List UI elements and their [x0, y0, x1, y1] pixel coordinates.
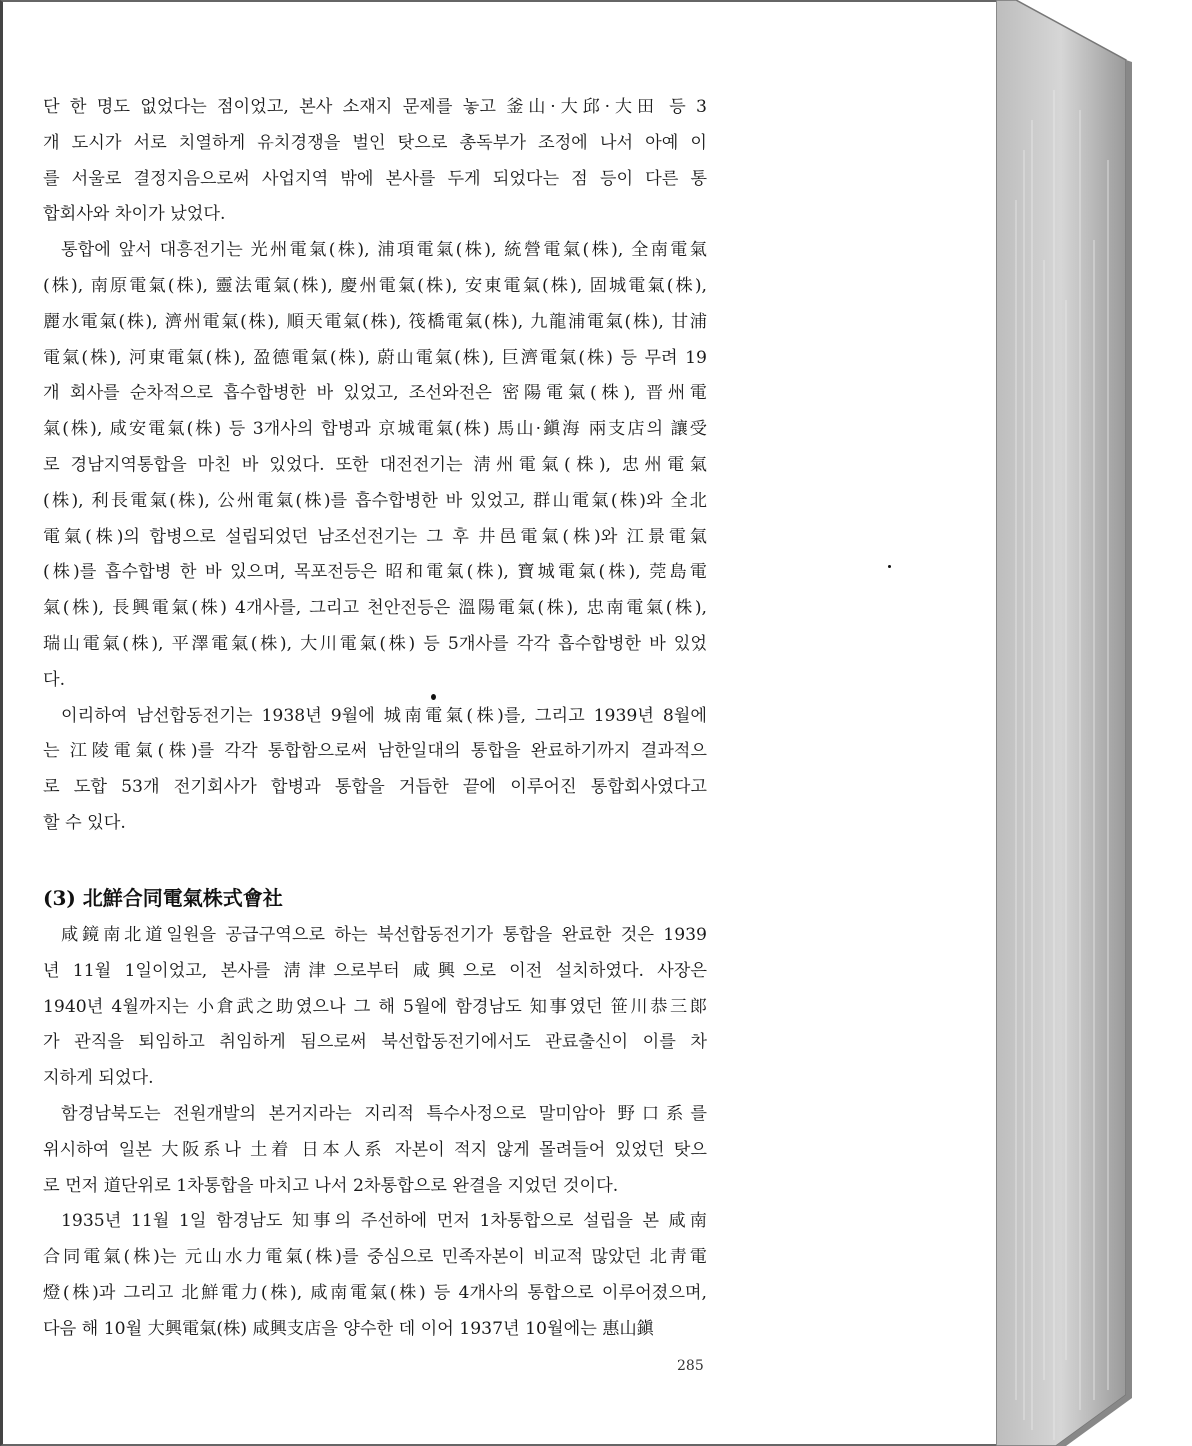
text-line: 로 경남지역통합을 마친 바 있었다. 또한 대전전기는 淸州電氣(株), 忠州電氣 — [43, 454, 707, 475]
text-line: 麗水電氣(株), 濟州電氣(株), 順天電氣(株), 筏橋電氣(株), 九龍浦電氣(株), 甘浦 — [43, 311, 707, 332]
text-line: 할 수 있다. — [43, 812, 126, 833]
text-line: (株)를 흡수합병 한 바 있으며, 목포전등은 昭和電氣(株), 寶城電氣(株), 莞島電 — [43, 562, 707, 583]
ink-speck — [431, 694, 436, 700]
text-line: 단 한 명도 없었다는 점이었고, 본사 소재지 문제를 놓고 釜山·大邱·大田 등 3 — [43, 97, 707, 117]
text-line: 로 도합 53개 전기회사가 합병과 통합을 거듭한 끝에 이루어진 통합회사였다고 — [43, 777, 707, 798]
text-line: (株), 利長電氣(株), 公州電氣(株)를 흡수합병한 바 있었고, 群山電氣(株)와 全北 — [43, 490, 707, 511]
text-line: 瑞山電氣(株), 平澤電氣(株), 大川電氣(株) 등 5개사를 각각 흡수합병한 바 있었 — [43, 633, 707, 654]
text-line: 위시하여 일본 大阪系나 土着 日本人系 자본이 적지 않게 몰려들어 있었던 탓으 — [43, 1139, 707, 1160]
text-line: 합회사와 차이가 났었다. — [43, 204, 226, 225]
text-line: 통합에 앞서 대흥전기는 光州電氣(株), 浦項電氣(株), 統營電氣(株), 全南電氣 — [61, 240, 707, 261]
text-line: 년 11월 1일이었고, 본사를 淸津으로부터 咸興으로 이전 설치하였다. 사장은 — [43, 960, 707, 981]
text-line: 氣(株), 咸安電氣(株) 등 3개사의 합병과 京城電氣(株) 馬山·鎭海 兩支店의 讓受 — [43, 419, 707, 440]
body-text-top — [43, 90, 707, 842]
text-line: 1940년 4월까지는 小倉武之助였으나 그 해 5월에 함경남도 知事였던 笹川恭三郞 — [43, 996, 707, 1017]
book-page-edges — [996, 0, 1192, 1446]
text-line: 1935년 11월 1일 함경남도 知事의 주선하에 먼저 1차통합으로 설립을 본 咸南 — [61, 1211, 707, 1232]
section-heading: (3) 北鮮合同電氣株式會社 — [43, 886, 283, 910]
text-line: 電氣(株)의 합병으로 설립되었던 남조선전기는 그 후 井邑電氣(株)와 江景電氣 — [43, 526, 707, 547]
text-line: 로 먼저 道단위로 1차통합을 마치고 나서 2차통합으로 완결을 지었던 것이다. — [43, 1175, 619, 1196]
text-line: 를 서울로 결정지음으로써 사업지역 밖에 본사를 두게 되었다는 점 등이 다른 통 — [43, 168, 707, 189]
text-line: 개 도시가 서로 치열하게 유치경쟁을 벌인 탓으로 총독부가 조정에 나서 아예 이 — [43, 132, 707, 153]
text-line: (株), 南原電氣(株), 靈法電氣(株), 慶州電氣(株), 安東電氣(株), 固城電氣(株), — [43, 275, 707, 296]
text-line: 燈(株)과 그리고 北鮮電力(株), 咸南電氣(株) 등 4개사의 통합으로 이루어졌으며, — [43, 1282, 707, 1303]
text-line: 이리하여 남선합동전기는 1938년 9월에 城南電氣(株)를, 그리고 1939년 8월에 — [61, 705, 707, 726]
text-line: 咸鏡南北道일원을 공급구역으로 하는 북선합동전기가 통합을 완료한 것은 1939 — [61, 925, 707, 945]
page-number: 285 — [677, 1358, 704, 1374]
ink-speck — [888, 565, 891, 568]
text-line: 지하게 되었다. — [43, 1068, 154, 1089]
text-line: 함경남북도는 전원개발의 본거지라는 지리적 특수사정으로 말미암아 野口系를 — [61, 1103, 707, 1124]
text-line: 개 회사를 순차적으로 흡수합병한 바 있었고, 조선와전은 密陽電氣(株), 晋州電 — [43, 383, 707, 404]
text-line: 電氣(株), 河東電氣(株), 盈德電氣(株), 蔚山電氣(株), 巨濟電氣(株) 등 무려 19 — [43, 347, 707, 368]
text-line: 合同電氣(株)는 元山水力電氣(株)를 중심으로 민족자본이 비교적 많았던 北靑電 — [43, 1247, 707, 1268]
text-line: 가 관직을 퇴임하고 취임하게 됨으로써 북선합동전기에서도 관료출신이 이를 차 — [43, 1032, 707, 1053]
body-text-bottom — [43, 918, 707, 1348]
text-line: 다음 해 10월 大興電氣(株) 咸興支店을 양수한 데 이어 1937년 10월에는 惠山鎭 — [43, 1318, 654, 1339]
text-line: 는 江陵電氣(株)를 각각 통합함으로써 남한일대의 통합을 완료하기까지 결과적으 — [43, 741, 707, 762]
text-line: 다. — [43, 669, 66, 690]
text-line: 氣(株), 長興電氣(株) 4개사를, 그리고 천안전등은 溫陽電氣(株), 忠南電氣(株), — [43, 598, 707, 619]
